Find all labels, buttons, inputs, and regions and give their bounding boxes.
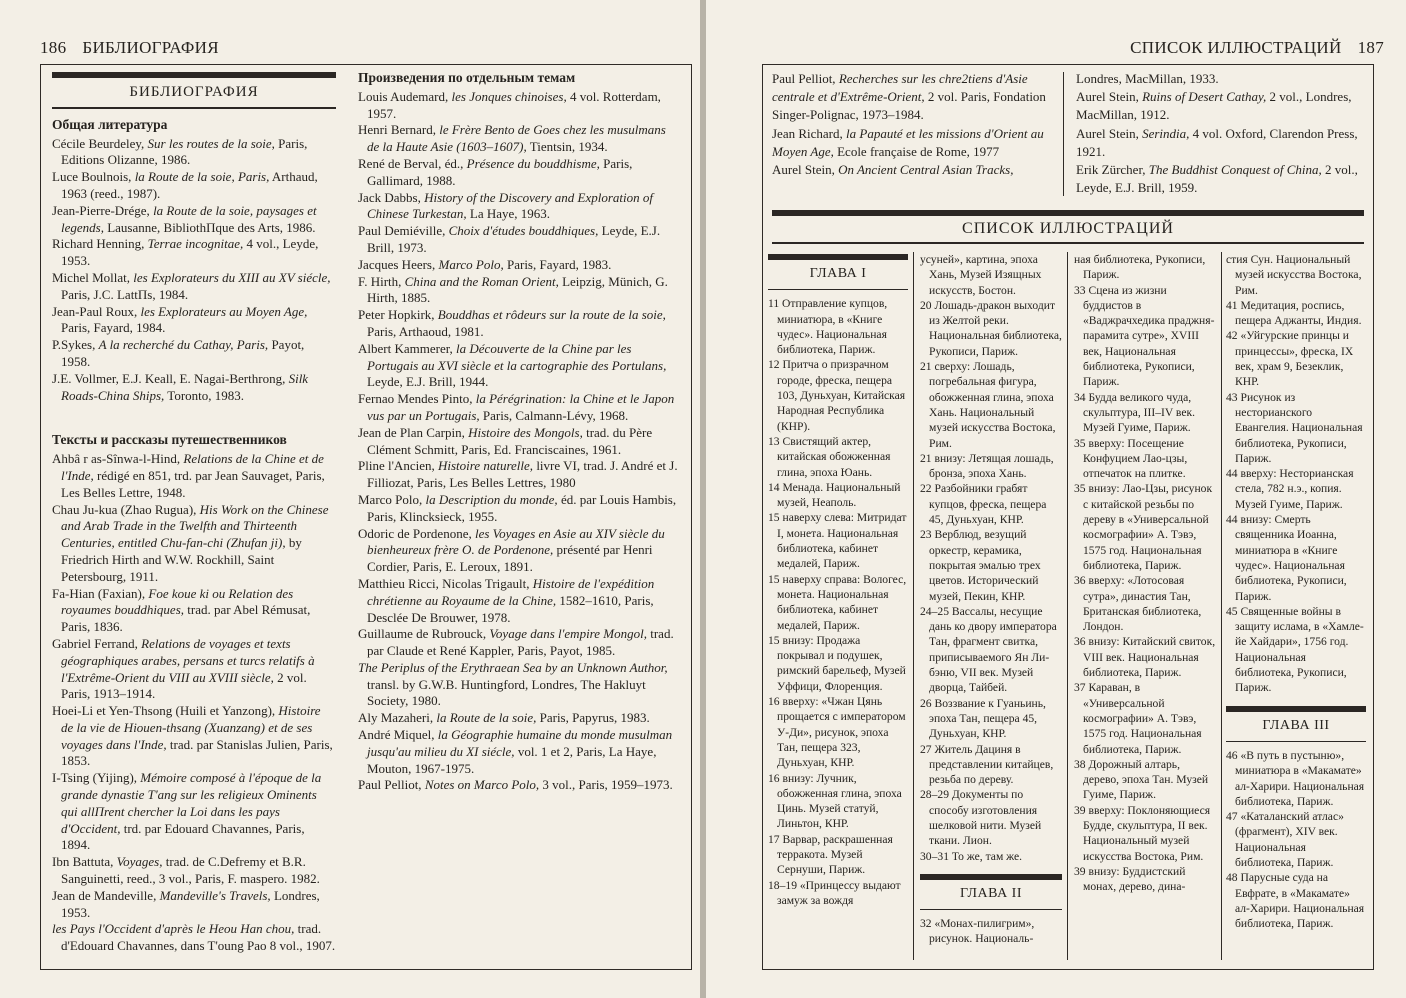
entry-title: la Papauté et les missions d'Orient au Moyen Age, <box>772 125 1044 159</box>
page-number: 186 <box>40 38 67 57</box>
illustration-caption: 43 Рисунок из несторианского Евангелия. Национальная библиотека, Рукописи, Париж. <box>1226 390 1363 465</box>
entry-title: Voyage dans l'empire Mongol, <box>489 626 647 642</box>
illustration-caption: 15 внизу: Продажа покрывал и подушек, римский барельеф, Музей Уффици, Флоренция. <box>768 633 906 693</box>
entry-author: Erik Zürcher, <box>1076 162 1149 178</box>
entry-author: Jean-Paul Roux, <box>52 303 141 319</box>
illustration-caption: стия Сун. Национальный музей искусства Востока, Рим. <box>1226 253 1362 297</box>
illustration-caption: 42 «Уйгурские принцы и принцессы», фреска, IX век, храм 9, Безеклик, КНР. <box>1226 329 1354 389</box>
entry-details: 1582–1610, Paris, Desclée De Brouwer, 1978. <box>367 592 654 625</box>
entry-title: On Ancient Central Asian Tracks, <box>838 162 1014 178</box>
entry-details: trad. de C.Defremy et B.R. Sanguinetti, reed., 3 vol., Paris, F. maspero. 1982. <box>61 854 320 887</box>
bibliography-entry <box>52 270 336 304</box>
bibliography-entry <box>52 304 336 338</box>
entry-author: Jean de Mandeville, <box>52 887 160 903</box>
illustration-caption: 28–29 Документы по способу изготовления шелковой нити. Музей ткани. Лион. <box>920 788 1042 848</box>
entry-title: le Frère Bento de Goes chez les musulmans de la Haute Asie (1603–1607), <box>367 122 666 155</box>
left-running-head <box>40 38 219 58</box>
entry-title: Terrae incognitae, <box>147 236 244 252</box>
bibliography-entry <box>52 888 336 922</box>
entry-title: la Géographie humaine du monde musulman jusqu'au milieu du XI siécle, <box>367 727 673 759</box>
illustration-caption: 46 «В путь в пустыню», миниатюра в «Макамате» ал-Харири. Национальная библиотека, Париж. <box>1226 748 1365 808</box>
entry-title: Bouddhas et rôdeurs sur la route de la soie, <box>437 307 666 323</box>
entry-author: Jean Richard, <box>772 125 847 141</box>
rule <box>52 72 336 78</box>
entry-details: Londres, MacMillan, 1933. <box>1076 71 1219 86</box>
bibliography-entry <box>52 502 336 586</box>
entry-details: transl. by G.W.B. Huntingford, Londres, The Hakluyt Society, 1980. <box>367 676 646 709</box>
entry-details: Leyde, E.J. Brill, 1944. <box>367 374 489 390</box>
illustration-caption: 16 внизу: Лучник, обожженная глина, эпоха Цинь. Музей статуй, Линьтон, КНР. <box>768 771 902 831</box>
illustration-list <box>1226 252 1366 696</box>
running-title: СПИСОК ИЛЛЮСТРАЦИЙ <box>1130 38 1342 57</box>
entry-details: Payot, 1958. <box>61 337 305 369</box>
entry-author: Cécile Beurdeley, <box>52 135 148 151</box>
illustration-caption: 37 Караван, в «Универсальной космографии» А. Тэвэ, 1575 год. Национальная библиотека, Париж. <box>1074 681 1202 756</box>
entry-title: Silk Roads-China Ships, <box>61 370 309 403</box>
bibliography-entry <box>358 777 680 794</box>
entry-title: China and the Roman Orient, <box>404 273 559 289</box>
entry-author: Henri Bernard, <box>358 122 440 138</box>
bibliography-continued-left <box>772 70 1058 179</box>
entry-details: Lausanne, BibliothПque des Arts, 1986. <box>103 219 316 235</box>
entry-title: Voyages, <box>116 854 163 870</box>
entry-author: Hoei-Li et Yen-Thsong (Huili et Yanzong), <box>52 703 279 719</box>
bibliography-entry <box>358 660 680 710</box>
bibliography-entry <box>52 169 336 203</box>
entry-details: Leipzig, Münich, G. Hirth, 1885. <box>367 273 668 306</box>
rule <box>772 210 1364 216</box>
entry-details: trad. du Père Clément Schmitt, Paris, Ed. Franciscaines, 1961. <box>367 424 653 457</box>
illustration-caption: 48 Парусные суда на Евфрате, в «Макамате» ал-Харири. Национальная библиотека, Париж. <box>1226 871 1365 931</box>
entry-author: Peter Hopkirk, <box>358 307 438 323</box>
illustration-caption: 21 внизу: Летящая лошадь, бронза, эпоха Хань. <box>920 451 1054 481</box>
bibliography-entry <box>52 451 336 501</box>
illustration-caption: 23 Верблюд, везущий оркестр, керамика, покрытая эмалью трех цветов. Исторический музей, Пекин, КНР. <box>920 528 1041 603</box>
illustrations-column-4 <box>1226 252 1366 931</box>
entry-title: la Route de la soie, Paris, <box>134 169 270 185</box>
entry-author: Louis Audemard, <box>358 88 452 104</box>
illustration-caption: 17 Варвар, раскрашенная терракота. Музей Сернуши, Париж. <box>768 832 893 877</box>
entry-author: Ahbâ r as-Sînwa-l-Hind, <box>52 451 184 467</box>
bibliography-entry <box>358 341 680 391</box>
entry-author: Guillaume de Rubrouck, <box>358 626 490 642</box>
entry-details: Paris, J.C. LattПs, 1984. <box>61 286 189 302</box>
bibliography-entry <box>52 337 336 371</box>
illustration-caption: 16 вверху: «Чжан Цянь прощается с императором У-Ди», рисунок, эпоха Тан, пещера 323, Дуньхуан, КНР. <box>768 695 906 770</box>
entry-details: trd. par Edouard Chavannes, Paris, 1894. <box>61 820 305 853</box>
chapter-title: ГЛАВА III <box>1262 717 1330 733</box>
entry-details: 2 vol., Londres, MacMillan, 1912. <box>1076 89 1352 123</box>
bibliography-entry <box>52 371 336 405</box>
entry-author: Pline l'Ancien, <box>358 458 438 474</box>
entry-author: I-Tsing (Yijing), <box>52 770 141 786</box>
bibliography-entry <box>358 274 680 308</box>
bibliography-entry <box>358 710 680 727</box>
subheading-travel: Тексты и рассказы путешественников <box>52 432 287 448</box>
illustration-caption: 30–31 То же, там же. <box>920 849 1023 863</box>
illustration-caption: усуней», картина, эпоха Хань, Музей Изящных искусств, Бостон. <box>920 253 1042 297</box>
entry-details: 4 vol., Leyde, 1953. <box>61 236 319 269</box>
illustration-caption: 39 вверху: Поклоняющиеся Будде, скульптура, II век. Национальный музей искусства Востока, Рим. <box>1074 803 1211 863</box>
bibliography-entry <box>358 576 680 626</box>
entry-details: 2 vol. Paris, 1913–1914. <box>61 669 307 702</box>
rule <box>1226 706 1366 712</box>
illustration-caption: 45 Священные войны в защиту ислама, в «Хамле-йе Хайдари», 1756 год. Национальная библиотека, Рукописи, Париж. <box>1226 604 1364 695</box>
entry-title: la Description du monde, <box>425 491 558 507</box>
illustration-list <box>768 296 908 908</box>
entry-author: Jacques Heers, <box>358 256 439 272</box>
rule <box>920 909 1062 910</box>
entry-details: Paris, Gallimard, 1988. <box>367 155 633 188</box>
rule <box>768 254 908 260</box>
entry-details: Leyde, E.J. Brill, 1973. <box>367 223 661 255</box>
section-title: БИБЛИОГРАФИЯ <box>129 84 259 100</box>
entry-title: Histoire des Mongols, <box>468 424 583 440</box>
bibliography-entry <box>358 727 680 777</box>
entry-author: Aurel Stein, <box>1076 125 1143 141</box>
entry-title: Présence du bouddhisme, <box>466 155 600 171</box>
bibliography-entry <box>772 125 1058 161</box>
entry-title: Relations de la Chine et de l'Inde, <box>61 451 324 483</box>
entry-title: la Route de la soie, <box>436 710 537 726</box>
illustration-list <box>1226 748 1366 932</box>
entry-title: la Découverte de la Chine par les Portugais au XVI siècle et la cartographie des Portulans, <box>367 340 667 373</box>
entry-title: Marco Polo, <box>438 256 504 272</box>
right-page <box>706 0 1406 998</box>
subheading-special: Произведения по отдельным темам <box>358 70 576 85</box>
running-title: БИБЛИОГРАФИЯ <box>82 38 219 57</box>
entry-details: trad. par Claude et René Kappler, Paris, Payot, 1985. <box>367 626 674 659</box>
entry-title: les Jonques chinoises, <box>451 88 567 104</box>
illustration-caption: ная библиотека, Рукописи, Париж. <box>1074 253 1206 282</box>
illustration-caption: 27 Житель Дациня в представлении китайцев, резьба по дереву. <box>920 742 1054 787</box>
entry-author: F. Hirth, <box>358 273 405 289</box>
entry-title: Sur les routes de la soie <box>147 135 272 151</box>
bibliography-entry <box>358 391 680 425</box>
entry-title: The Buddhist Conquest of China, <box>1148 162 1322 178</box>
entry-author: Jean-Pierre-Drége, <box>52 202 154 218</box>
rule <box>920 874 1062 880</box>
entry-author: Matthieu Ricci, Nicolas Trigault, <box>358 575 533 591</box>
entry-title: Recherches sur les chre2tiens d'Asie centrale et d'Extrême-Orient, <box>772 71 1028 105</box>
entry-details: Paris, Arthaoud, 1981. <box>367 323 484 339</box>
illustration-caption: 11 Отправление купцов, миниатюра, в «Книге чудес». Национальная библиотека, Париж. <box>768 297 888 357</box>
entry-author: Albert Kammerer, <box>358 340 457 356</box>
bibliography-entry <box>358 122 680 156</box>
column-divider <box>1221 252 1222 960</box>
illustration-list <box>920 252 1062 864</box>
illustration-caption: 47 «Каталанский атлас» (фрагмент), XIV век. Национальная библиотека, Париж. <box>1226 810 1344 869</box>
entry-author: Jack Dabbs, <box>358 189 425 205</box>
chapter-title: ГЛАВА I <box>809 266 867 281</box>
bibliography-entry <box>52 921 336 955</box>
chapter-title: ГЛАВА II <box>959 885 1023 901</box>
travel-list <box>52 451 336 955</box>
illustrations-header <box>772 210 1364 244</box>
entry-title: Histoire de l'expédition chrétienne au Royaume de la Chine, <box>367 575 655 608</box>
entry-title: Foe koue ki ou Relation des royaumes bouddhiques, <box>61 585 294 618</box>
entry-title: les Explorateurs du XIII au XV siécle, <box>133 269 331 285</box>
entry-title: Serindia, <box>1142 125 1190 141</box>
page-number: 187 <box>1357 38 1384 57</box>
entry-details: rédigé en 851, trd. par Jean Sauvaget, Paris, Les Belles Lettre, 1948. <box>61 467 325 500</box>
rule <box>772 242 1364 244</box>
rule <box>768 289 908 290</box>
bibliography-entry <box>358 626 680 660</box>
entry-details: Paris, Fayard, 1984. <box>61 320 166 336</box>
illustration-caption: 35 внизу: Лао-Цзы, рисунок с китайской резьбы по дереву в «Универсальной космографии» А. Тэвэ, 1575 год. Национальная библиотека, Париж. <box>1074 482 1213 572</box>
entry-details: livre VI, trad. J. André et J. Filliozat, Paris, Les Belles Lettres, 1980 <box>367 458 678 491</box>
bibliography-entry <box>1076 161 1366 197</box>
illustration-caption: 36 внизу: Китайский свиток, VIII век. Национальная библиотека, Париж. <box>1074 635 1216 680</box>
entry-title: A la recherché du Cathay, Paris, <box>98 337 269 353</box>
entry-details: Arthaud, 1963 (reed., 1987). <box>61 169 318 201</box>
right-running-head <box>1130 38 1384 58</box>
illustration-caption: 18–19 «Принцессу выдают замуж за вождя <box>768 878 901 907</box>
entry-author: Richard Henning, <box>52 236 148 252</box>
entry-details: présenté par Henri Cordier, Paris, E. Leroux, 1891. <box>367 542 653 575</box>
entry-title: les Pays l'Occident d'après le Heou Han chou, <box>52 921 295 937</box>
entry-details: Londres, 1953. <box>61 887 320 920</box>
bibliography-entry <box>358 526 680 576</box>
entry-title: Ruins of Desert Cathay, <box>1142 89 1267 105</box>
entry-details: trad. par Stanislas Julien, Paris, 1853. <box>61 736 333 769</box>
rule <box>1226 741 1366 742</box>
entry-details: vol. 1 et 2, Paris, La Haye, Mouton, 1967-1975. <box>367 743 657 776</box>
section-title: СПИСОК ИЛЛЮСТРАЦИЙ <box>962 220 1174 237</box>
bibliography-entry <box>52 203 336 237</box>
entry-author: Jean de Plan Carpin, <box>358 424 469 440</box>
bibliography-entry <box>1076 70 1366 88</box>
entry-author: J.E. Vollmer, E.J. Keall, E. Nagai-Berthrong, <box>52 370 289 386</box>
entry-details: Toronto, 1983. <box>164 387 245 403</box>
entry-author: Odoric de Pordenone, <box>358 525 475 541</box>
left-page <box>0 0 700 998</box>
entry-title: Mémoire composé à l'époque de la grande dynastie T'ang sur les religieux Ominents qui allПrent chercher la Loi dans les pays d'Occident, <box>61 770 322 836</box>
entry-details: La Haye, 1963. <box>466 206 551 222</box>
entry-author: Michel Mollat, <box>52 269 134 285</box>
entry-author: Aly Mazaheri, <box>358 710 437 726</box>
entry-title: Histoire naturelle, <box>437 458 534 474</box>
column-divider <box>1067 252 1068 960</box>
bibliography-entry <box>772 70 1058 125</box>
bibliography-entry <box>358 307 680 341</box>
entry-author: René de Berval, éd., <box>358 155 467 171</box>
entry-title: la Pérégrination: la Chine et le Japon vus par un Portugais, <box>367 391 675 423</box>
entry-author: Marco Polo, <box>358 491 426 507</box>
entry-details: trad. par Abel Rémusat, Paris, 1836. <box>61 602 311 635</box>
illustration-caption: 36 вверху: «Лотосовая сутра», династия Тан, Британская библиотека, Лондон. <box>1074 574 1202 634</box>
illustration-list <box>920 916 1062 947</box>
special-list <box>358 89 680 794</box>
illustration-caption: 34 Будда великого чуда, скульптура, III–IV век. Музей Гуиме, Париж. <box>1074 390 1196 435</box>
bibliography-entry <box>52 703 336 770</box>
illustration-caption: 38 Дорожный алтарь, дерево, эпоха Тан. Музей Гуиме, Париж. <box>1074 757 1209 802</box>
bibliography-entry <box>1076 88 1366 124</box>
entry-details: by Friedrich Hirth and W.W. Rockhill, Saint Petersbourg, 1911. <box>61 535 302 584</box>
bibliography-entry <box>52 586 336 636</box>
illustrations-column-2 <box>920 252 1062 947</box>
entry-title: les Voyages en Asie au XIV siècle du bienheureux frère O. de Pordenone, <box>367 525 665 558</box>
entry-details: éd. par Louis Hambis, Paris, Klincksieck, 1955. <box>367 491 677 524</box>
entry-title: Mandeville's Travels, <box>159 887 271 903</box>
bibliography-entry <box>772 161 1058 179</box>
entry-title: Choix d'études bouddhiques, <box>448 223 599 239</box>
entry-title: Histoire de la vie de Hiouen-thsang (Xuanzang) et de ses voyages dans l'Inde, <box>61 703 321 752</box>
bibliography-continued-right <box>1076 70 1366 197</box>
illustration-caption: 26 Воззвание к Гуаньинь, эпоха Тан, пещера 45, Дуньхуан, КНР. <box>920 696 1046 741</box>
illustration-caption: 13 Свистящий актер, китайская обожженная глина, эпоха Юань. <box>768 434 891 479</box>
illustration-caption: 21 сверху: Лошадь, погребальная фигура, обожженная глина, эпоха Хань. Национальный музей искусства Востока, Рим. <box>920 360 1056 450</box>
entry-author: P.Sykes, <box>52 337 99 353</box>
illustration-caption: 41 Медитация, роспись, пещера Аджанты, Индия. <box>1226 298 1362 328</box>
illustration-caption: 32 «Монах-пилигрим», рисунок. Националь- <box>920 917 1035 946</box>
entry-author: Paul Pelliot, <box>772 71 839 86</box>
entry-details: Tientsin, 1934. <box>526 139 608 155</box>
entry-author: Paul Pelliot, <box>358 777 425 793</box>
bibliography-entry <box>358 492 680 526</box>
rule <box>52 107 336 109</box>
bibliography-entry <box>358 89 680 123</box>
bibliography-entry <box>52 136 336 170</box>
entry-details: Paris, Calmann-Lévy, 1968. <box>479 407 629 423</box>
bibliography-entry <box>358 257 680 274</box>
illustration-caption: 15 наверху слева: Митридат I, монета. Национальная библиотека, кабинет медалей, Париж. <box>768 511 907 571</box>
illustration-caption: 35 вверху: Посещение Конфуцием Лао-цзы, отпечаток на плитке. <box>1074 436 1188 481</box>
entry-details: 2 vol., Leyde, E.J. Brill, 1959. <box>1076 162 1358 196</box>
column-divider <box>1063 72 1064 196</box>
illustration-list <box>1074 252 1218 894</box>
entry-title: les Explorateurs au Moyen Age, <box>140 303 308 319</box>
entry-author: Luce Boulnois, <box>52 169 135 185</box>
bibliography-entry <box>52 636 336 703</box>
entry-details: trad. d'Edouard Chavannes, dans T'oung Pao 8 vol., 1907. <box>61 921 336 954</box>
bibliography-entry <box>358 223 680 257</box>
entry-title: His Work on the Chinese and Arab Trade in the Twelfth and Thirteenth Centuries, entitled Chu-fan-chi (Zhufan ji), <box>61 501 329 551</box>
illustration-caption: 22 Разбойники грабят купцов, фреска, пещера 45, Дуньхуан, КНР. <box>920 482 1047 527</box>
entry-title: la Route de la soie, paysages et legends, <box>61 202 317 235</box>
entry-author: Paul Demiéville, <box>358 223 449 239</box>
general-list <box>52 136 336 405</box>
entry-author: Ibn Battuta, <box>52 854 117 870</box>
entry-details: 2 vol. Paris, Fondation Singer-Polignac, 1973–1984. <box>772 89 1046 123</box>
entry-author: Fernao Mendes Pinto, <box>358 391 476 407</box>
illustration-caption: 14 Менада. Национальный музей, Неаполь. <box>768 480 901 510</box>
bibliography-entry <box>358 156 680 190</box>
illustration-caption: 33 Сцена из жизни буддистов в «Ваджрачхедика праджня-парамита сутре», XVIII век, Национальная библиотека, Рукописи, Париж. <box>1074 283 1215 389</box>
entry-title: Notes on Marco Polo, <box>424 777 540 793</box>
illustrations-column-3 <box>1074 252 1218 894</box>
illustration-caption: 39 внизу: Буддистский монах, дерево, дина- <box>1074 864 1186 894</box>
bibliography-entry <box>358 425 680 459</box>
entry-details: 4 vol. Rotterdam, 1957. <box>367 88 661 121</box>
entry-author: Chau Ju-kua (Zhao Rugua), <box>52 501 200 517</box>
entry-details: , Paris, Editions Olizanne, 1986. <box>61 135 308 168</box>
illustration-caption: 20 Лошадь-дракон выходит из Желтой реки. Национальная библиотека, Рукописи, Париж. <box>920 298 1062 358</box>
illustration-caption: 44 вверху: Несторианская стела, 782 н.э., копия. Музей Гуиме, Париж. <box>1226 467 1354 511</box>
entry-details: 4 vol. Oxford, Clarendon Press, 1921. <box>1076 125 1358 159</box>
entry-title: Relations de voyages et texts géographiques arabes, persans et turcs relatifs à l'Extrême-Orient du VIII au XVIII siècle, <box>61 635 315 685</box>
bibliography-entry <box>52 854 336 888</box>
illustration-caption: 44 внизу: Смерть священника Иоанна, миниатюра в «Книге чудес». Национальная библиотека, Рукописи, Париж. <box>1226 513 1347 603</box>
entry-details: Ecole française de Rome, 1977 <box>833 143 1000 159</box>
bibliography-entry <box>358 190 680 224</box>
entry-author: André Miquel, <box>358 727 438 743</box>
bibliography-entry <box>52 770 336 854</box>
entry-title: History of the Discovery and Exploration of Chinese Turkestan, <box>367 189 653 222</box>
entry-author: Gabriel Ferrand, <box>52 635 142 651</box>
column-divider <box>913 252 914 960</box>
entry-title: The Periplus of the Erythraean Sea by an Unknown Author, <box>358 659 668 675</box>
bibliography-column-1 <box>52 72 336 955</box>
illustration-caption: 15 наверху справа: Вологес, монета. Национальная библиотека, кабинет медалей, Париж. <box>768 572 907 632</box>
entry-author: Fa-Hian (Faxian), <box>52 585 149 601</box>
entry-details: Paris, Papyrus, 1983. <box>536 710 650 726</box>
illustration-caption: 24–25 Вассалы, несущие дань ко двору императора Тан, фрагмент свитка, приписываемого Ян Ли-бэню, VII век. Музей дворца, Тайбей. <box>920 604 1057 695</box>
subheading-general: Общая литература <box>52 116 168 132</box>
illustrations-column-1 <box>768 254 908 908</box>
bibliography-entry <box>52 236 336 270</box>
illustration-caption: 12 Притча о призрачном городе, фреска, пещера 103, Дуньхуан, Китайская Народная Республика (КНР). <box>768 358 906 433</box>
bibliography-entry <box>358 458 680 492</box>
bibliography-entry <box>1076 125 1366 161</box>
entry-details: 3 vol., Paris, 1959–1973. <box>539 777 673 793</box>
entry-author: Aurel Stein, <box>1076 89 1143 105</box>
entry-details: Paris, Fayard, 1983. <box>503 256 612 272</box>
entry-author: Aurel Stein, <box>772 162 839 178</box>
bibliography-column-2 <box>358 70 680 794</box>
